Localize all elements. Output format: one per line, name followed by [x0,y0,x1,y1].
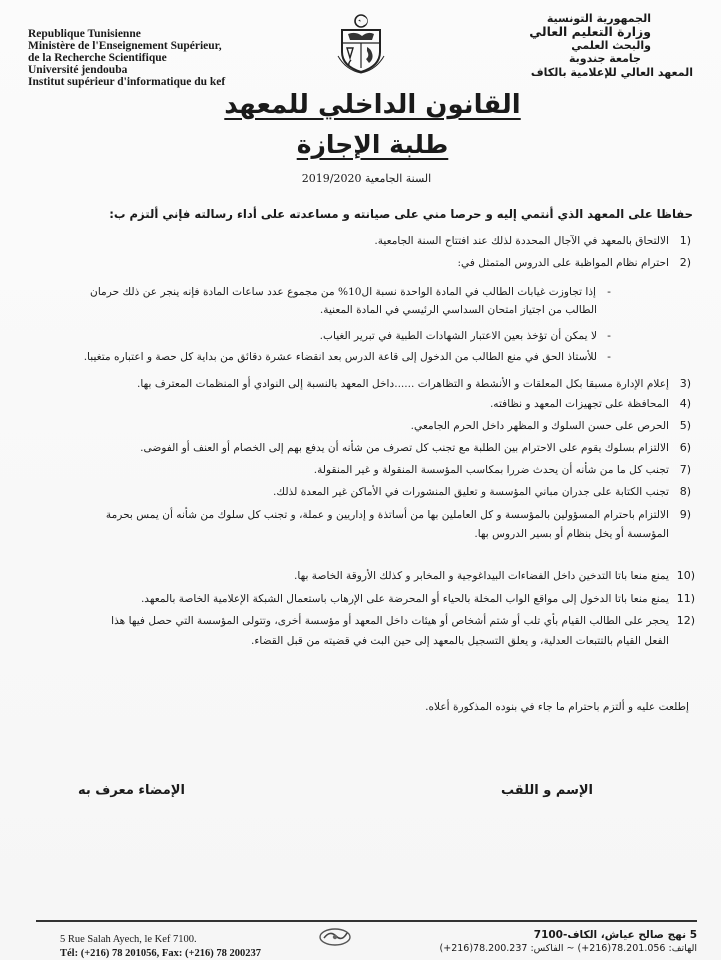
rule-number: 11) [676,592,695,605]
header-french-line: Université jendouba [28,64,128,76]
header-arabic-line: وزارة التعليم العالي [529,24,651,40]
bullet-text: للأستاذ الحق في منع الطالب من الدخول إلى قاعة الدرس بعد انقضاء عشرة دقائق من بداية كل حصة و اعتباره متغيبا. [83,351,597,363]
document-subtitle [0,130,721,159]
rule-text: الالتحاق بالمعهد في الآجال المحددة لذلك عند افتتاح السنة الجامعية. [374,235,669,247]
rule-text: يمنع منعا باتا الدخول إلى مواقع الواب المخلة بالحياء أو المحرضة على الإرهاب باستعمال الشبكة الإعلامية الخاصة بالمعهد. [140,593,669,605]
rule-number: 12) [676,614,695,627]
rule-text: احترام نظام المواظبة على الدروس المتمثل في: [457,257,669,269]
bullet-text: إذا تجاوزت غيابات الطالب في المادة الواحدة نسبة ال10% من مجموع عدد ساعات المادة فإنه ينجر عن ذلك حرمان [90,286,596,298]
name-label: الإسم و اللقب [500,783,593,798]
footer-address: 5 Rue Salah Ayech, le Kef 7100. [60,934,197,945]
document-subtitle-text: طلبة الإجازة [296,130,449,159]
intro-paragraph: حفاظا على المعهد الذي أنتمي إليه و حرصا مني على صيانته و مساعدته على أداء رسالته فإني ألتزم ب: [109,207,693,221]
bullet-mark: - [607,351,611,363]
bullet-text: لا يمكن أن تؤخذ بعين الاعتبار الشهادات الطبية في تبرير الغياب. [319,330,597,342]
footer-address-arabic: 5 نهج صالح عياش، الكاف-7100 [533,929,697,941]
rule-text: الالتزام بسلوك يقوم على الاحترام بين الطلبة مع تجنب كل تصرف من شأنه أن يدفع بهم إلى الخصام أو العنف أو الفوضى. [140,442,669,454]
acknowledgement-text: إطلعت عليه و ألتزم باحترام ما جاء في بنوده المذكورة أعلاه. [425,701,689,713]
rule-text: تجنب كل ما من شأنه أن يحدث ضررا بمكاسب المؤسسة المنقولة و غير المنقولة. [313,464,669,476]
rule-number: 9) [679,508,691,521]
header-arabic-line: الجمهورية التونسية [546,12,651,25]
document-title-text: القانون الداخلي للمعهد [224,90,521,120]
rule-text: إعلام الإدارة مسبقا بكل المعلقات و الأنشطة و التظاهرات ......داخل المعهد بالنسبة إلى النوادي أو المنظمات المعترف بها. [137,378,669,390]
bullet-mark: - [607,330,611,342]
header-arabic-line: جامعة جندوبة [569,52,641,66]
rule-text: تجنب الكتابة على جدران مباني المؤسسة و تعليق المنشورات في الأماكن غير المعدة لذلك. [273,486,669,498]
header-french [28,28,288,88]
header-french-line: de la Recherche Scientifique [28,52,167,64]
academic-year [0,172,721,185]
rule-number: 2) [679,256,691,269]
rule-number: 1) [679,234,691,247]
header-french-line: Republique Tunisienne [28,28,141,40]
rule-text: المحافظة على تجهيزات المعهد و نظافته. [489,398,669,410]
rule-text: الحرص على حسن السلوك و المظهر داخل الحرم الجامعي. [410,420,669,432]
header-arabic-line: المعهد العالي للإعلامية بالكاف [530,65,693,79]
signature-label: الإمضاء معرف به [78,783,185,798]
rule-number: 6) [679,441,691,454]
rule-text-continuation: المؤسسة أو يخل بنظام أو بسير الدروس بها. [474,528,669,540]
tunisia-coat-of-arms-emblem [336,12,386,74]
footer-divider [36,920,697,922]
rule-number: 4) [679,397,691,410]
footer-french [60,933,300,961]
header-french-line: Ministère de l'Enseignement Supérieur, [28,40,222,52]
rule-text: يمنع منعا باتا التدخين داخل الفضاءات البيداغوجية و المخابر و كذلك الأروقة الخاصة بها. [293,570,669,582]
rule-text-continuation: الفعل القيام بالتتبعات العدلية، و يعلق التسجيل بالمعهد إلى حين البت في قضيته من قبل القضاء. [251,635,669,647]
rule-number: 3) [679,377,691,390]
rule-number: 5) [679,419,691,432]
rule-text: الالتزام باحترام المسؤولين بالمؤسسة و كل العاملين بها من أساتذة و إداريين و عملة، و تجنب كل سلوك من شأنه أن يمس بحرمة [105,509,669,521]
header-arabic-line: والبحث العلمي [571,38,651,52]
footer-phone: Tél: (+216) 78 201056, Fax: (+216) 78 200237 [60,948,261,959]
rule-number: 8) [679,485,691,498]
academic-year-text: السنة الجامعية 2019/2020 [301,172,432,185]
institute-logo-icon [318,926,352,948]
bullet-mark: - [607,286,611,298]
rule-text: يحجر على الطالب القيام بأي تلب أو شتم أشخاص أو هيئات داخل المعهد أو مؤسسة أخرى، وتتولى المؤسسة التي حصل فيها هذا [111,615,669,627]
bullet-text-continuation: الطالب من اجتياز امتحان السداسي الرئيسي في المادة المعنية. [319,304,597,316]
rule-number: 10) [676,569,695,582]
document-title [0,90,721,120]
footer-phone-arabic: الهاتف: 78.201.056(216+) ~ الفاكس: 78.200.237(216+) [439,943,697,954]
header-french-line: Institut supérieur d'informatique du kef [28,76,226,88]
footer-arabic [367,928,697,956]
header-arabic [443,12,693,79]
rule-number: 7) [679,463,691,476]
